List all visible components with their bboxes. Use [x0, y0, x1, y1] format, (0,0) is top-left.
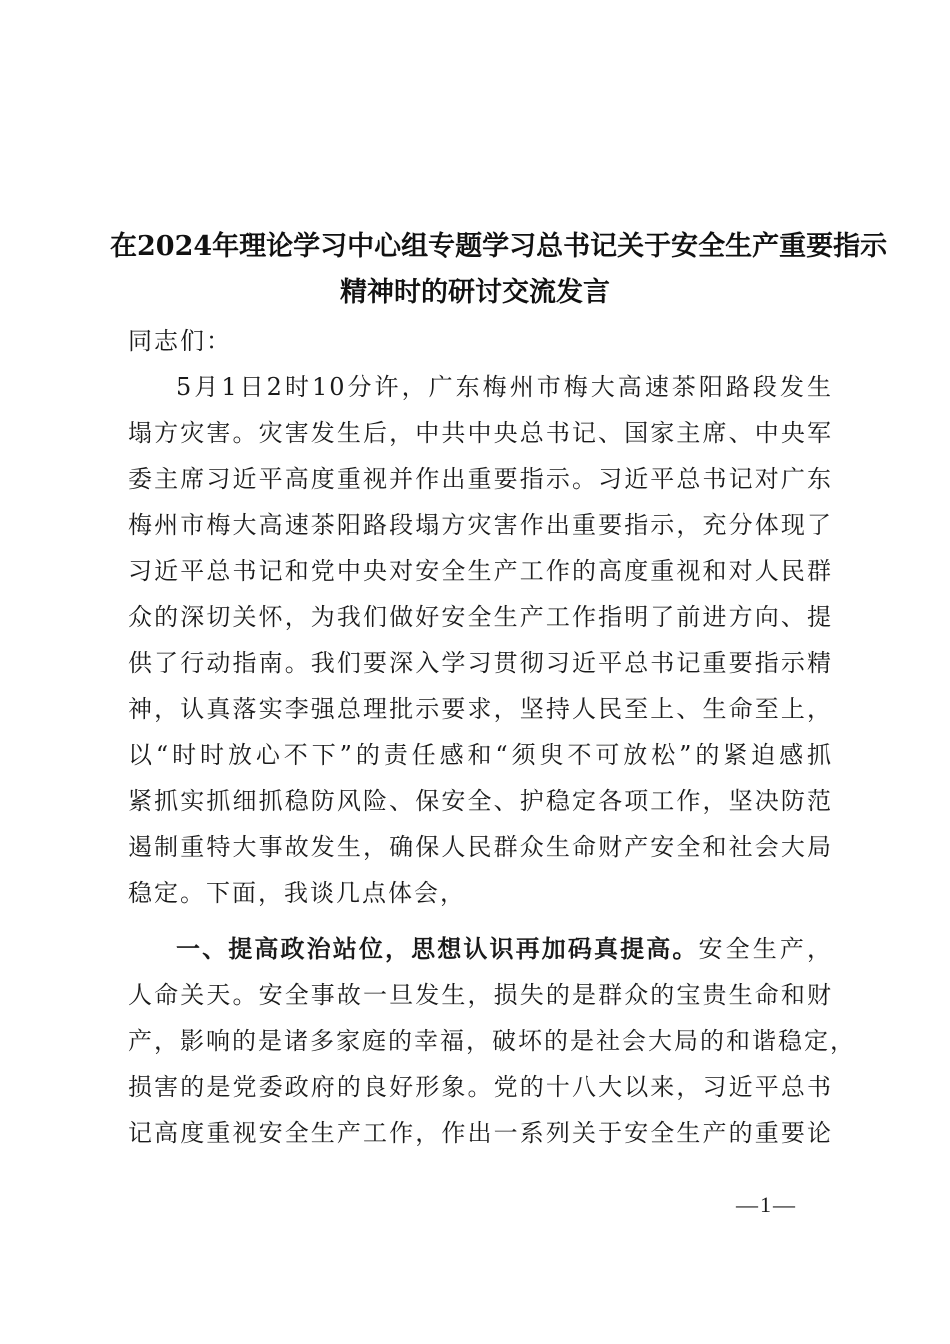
- paragraph-line: 众的深切关怀，为我们做好安全生产工作指明了前进方向、提: [128, 603, 833, 631]
- page-number: —1—: [736, 1192, 797, 1217]
- paragraph-line: 紧抓实抓细抓稳防风险、保安全、护稳定各项工作，坚决防范: [128, 787, 833, 815]
- title-line-1: 在2024年理论学习中心组专题学习总书记关于安全生产重要指示: [110, 231, 888, 262]
- paragraph-line: 以“时时放心不下”的责任感和“须臾不可放松”的紧迫感抓: [128, 741, 833, 769]
- section-1-first-line: [128, 926, 833, 972]
- document-body: [128, 318, 856, 1156]
- paragraph-line: 神，认真落实李强总理批示要求，坚持人民至上、生命至上，: [128, 695, 833, 723]
- paragraph-line: 梅州市梅大高速茶阳路段塌方灾害作出重要指示，充分体现了: [128, 511, 833, 539]
- paragraph-line: 委主席习近平高度重视并作出重要指示。习近平总书记对广东: [128, 465, 833, 493]
- paragraph-1: [128, 364, 833, 916]
- paragraph-line: 5月1日2时10分许，广东梅州市梅大高速茶阳路段发生: [176, 373, 833, 401]
- document-title: [110, 224, 888, 316]
- paragraph-gap: [128, 916, 833, 926]
- paragraph-line: 产，影响的是诸多家庭的幸福，破坏的是社会大局的和谐稳定，: [128, 1027, 856, 1055]
- salutation: 同志们：: [128, 327, 232, 355]
- section-heading: 一、提高政治站位，思想认识再加码真提高。: [176, 934, 699, 963]
- section-1: [128, 926, 856, 1156]
- title-line-2: 精神时的研讨交流发言: [340, 277, 610, 308]
- section-lead-text: 安全生产，: [698, 935, 833, 963]
- paragraph-line: 习近平总书记和党中央对安全生产工作的高度重视和对人民群: [128, 557, 833, 585]
- paragraph-line: 遏制重特大事故发生，确保人民群众生命财产安全和社会大局: [128, 833, 833, 861]
- paragraph-line: 塌方灾害。灾害发生后，中共中央总书记、国家主席、中央军: [128, 419, 833, 447]
- paragraph-line: 供了行动指南。我们要深入学习贯彻习近平总书记重要指示精: [128, 649, 833, 677]
- paragraph-line: 人命关天。安全事故一旦发生，损失的是群众的宝贵生命和财: [128, 981, 833, 1009]
- paragraph-line: 记高度重视安全生产工作，作出一系列关于安全生产的重要论: [128, 1119, 833, 1147]
- paragraph-line: 稳定。下面，我谈几点体会，: [128, 879, 466, 907]
- paragraph-line: 损害的是党委政府的良好形象。党的十八大以来，习近平总书: [128, 1073, 833, 1101]
